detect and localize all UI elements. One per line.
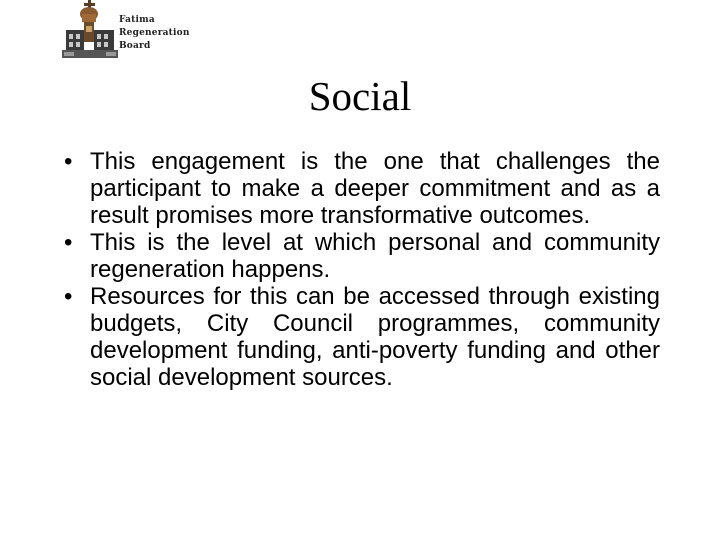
bullet-list xyxy=(60,148,660,391)
bullet-text: This is the level at which personal and community regeneration happens. xyxy=(90,229,660,283)
logo-line-1: Fatima xyxy=(119,15,155,25)
organization-logo xyxy=(62,0,192,60)
logo-line-3: Board xyxy=(119,41,151,51)
slide-title: Social xyxy=(308,73,412,119)
bullet-text: Resources for this can be accessed through existing budgets, City Council programmes, community development funding, anti-poverty funding and other social development sources. xyxy=(90,283,660,391)
bullet-icon: • xyxy=(64,229,73,256)
bullet-item xyxy=(60,148,660,229)
bullet-item xyxy=(60,229,660,283)
logo-line-2: Regeneration xyxy=(119,28,190,38)
building-icon xyxy=(62,0,118,60)
bullet-icon: • xyxy=(64,283,73,310)
bullet-text: This engagement is the one that challenges the participant to make a deeper commitment and as a result promises more transformative outcomes. xyxy=(90,148,660,229)
bullet-icon: • xyxy=(64,148,73,175)
slide-title-container xyxy=(0,70,720,122)
logo-text xyxy=(119,14,190,53)
bullet-item xyxy=(60,283,660,391)
slide-body xyxy=(60,148,660,391)
